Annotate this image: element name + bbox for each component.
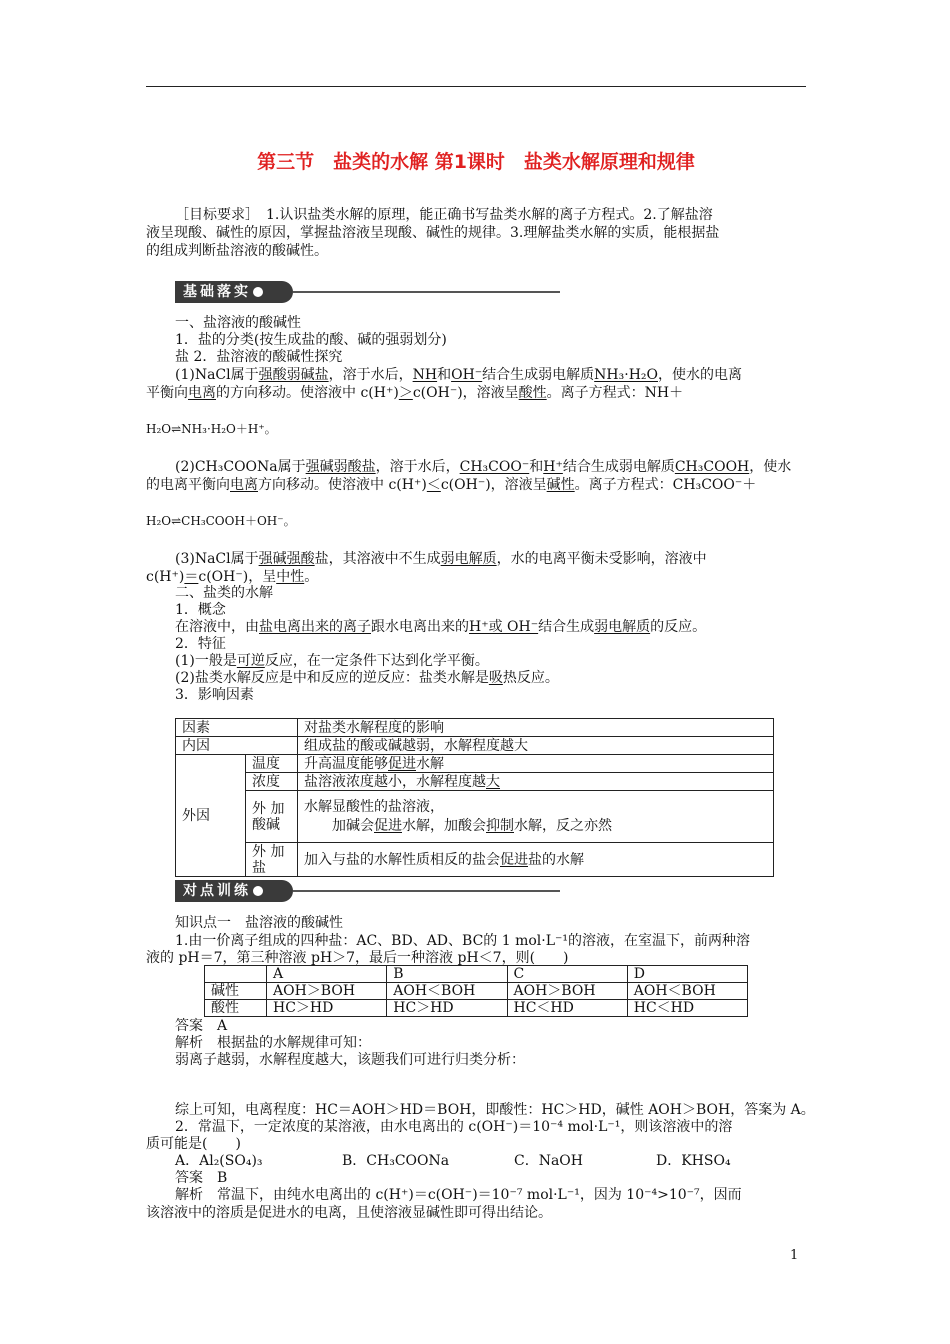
explanation-2-line-2: 该溶液中的溶质是促进水的电离，且使溶液显碱性即可得出结论。 (146, 1205, 552, 1221)
para-neutral-line-2: c(H⁺)＝c(OH⁻)，呈中性。 (146, 569, 319, 585)
para-nacl-line-2: 平衡向电离的方向移动。使溶液中 c(H⁺)＞c(OH⁻)，溶液呈酸性。离子方程式：NH＋ (146, 385, 684, 401)
answer-1: 答案 A (175, 1018, 228, 1034)
row-internal: 内因 (176, 737, 298, 755)
table-row (205, 983, 748, 1000)
item-salt-exploration: 盐 2．盐溶液的酸碱性探究 (175, 349, 343, 365)
table-cell: AOH＞BOH (267, 983, 387, 1000)
section-label-practice: 对点训练 (183, 883, 251, 899)
table-header-effect: 对盐类水解程度的影响 (298, 719, 774, 737)
para-acetate-line-2: 的电离平衡向电离方向移动。使溶液中 c(H⁺)＜c(OH⁻)，溶液呈碱性。离子方程式：CH₃COO⁻＋ (146, 477, 757, 493)
table-header-factor: 因素 (176, 719, 298, 737)
header-rule (146, 86, 806, 87)
table-row (205, 966, 748, 983)
bullet-dot-icon (253, 287, 263, 297)
table-header-b: B (387, 966, 507, 983)
question-2-option-a: A．Al₂(SO₄)₃ (175, 1153, 263, 1169)
section-header-practice (175, 880, 560, 902)
factor-concentration: 浓度 (246, 773, 298, 791)
heading-salt-acidity: 一、盐溶液的酸碱性 (175, 315, 301, 331)
question-2-option-c: C．NaOH (514, 1153, 583, 1169)
question-2-line-2: 质可能是( ) (146, 1136, 241, 1152)
row-label-basicity: 碱性 (205, 983, 267, 1000)
concept-text: 在溶液中，由盐电离出来的离子跟水电离出来的H⁺或 OH⁻结合生成弱电解质的反应。 (175, 619, 707, 635)
table-cell: HC＜HD (627, 1000, 747, 1017)
page-title: 第三节 盐类的水解 第1课时 盐类水解原理和规律 (257, 151, 695, 173)
objectives-line-3: 的组成判断盐溶液的酸碱性。 (146, 243, 328, 259)
question-2-option-d: D．KHSO₄ (656, 1153, 731, 1169)
explanation-1-conclusion: 综上可知，电离程度：HC＝AOH＞HD＝BOH，即酸性：HC＞HD，碱性 AOH＞BOH，答案为 A。 (175, 1102, 815, 1118)
acid-base-effect: 水解显酸性的盐溶液， 加碱会促进水解，加酸会抑制水解，反之亦然 (298, 791, 774, 843)
question-2-option-b: B．CH₃COONa (342, 1153, 450, 1169)
table-header-d: D (627, 966, 747, 983)
section-rule (293, 890, 560, 892)
page-number: 1 (790, 1248, 799, 1263)
answer-2: 答案 B (175, 1170, 228, 1186)
table-cell: HC＞HD (387, 1000, 507, 1017)
table-row (176, 719, 774, 737)
factors-table (175, 718, 774, 877)
explanation-1-line-2: 弱离子越弱，水解程度越大，该题我们可进行归类分析： (175, 1052, 525, 1068)
factor-salt: 外 加 盐 (246, 843, 298, 877)
table-row (176, 843, 774, 877)
temperature-effect: 升高温度能够促进水解 (298, 755, 774, 773)
internal-effect: 组成盐的酸或碱越弱，水解程度越大 (298, 737, 774, 755)
table-cell: HC＞HD (267, 1000, 387, 1017)
factor-temperature: 温度 (246, 755, 298, 773)
table-row (176, 755, 774, 773)
section-rule (293, 291, 560, 293)
para-acetate-line-1: (2)CH₃COONa属于强碱弱酸盐，溶于水后，CH₃COO⁻和H⁺结合生成弱电解质CH₃COOH，使水 (175, 459, 792, 475)
feature-endothermic: (2)盐类水解反应是中和反应的逆反应：盐类水解是吸热反应。 (175, 670, 559, 686)
table-cell: AOH＞BOH (507, 983, 627, 1000)
row-label-acidity: 酸性 (205, 1000, 267, 1017)
table-cell: AOH＜BOH (627, 983, 747, 1000)
concentration-effect: 盐溶液浓度越小，水解程度越大 (298, 773, 774, 791)
section-header-basics (175, 281, 560, 303)
objectives-line-1: ［目标要求］ 1.认识盐类水解的原理，能正确书写盐类水解的离子方程式。2.了解盐溶 (175, 207, 713, 223)
para-neutral-line-1: (3)NaCl属于强碱强酸盐，其溶液中不生成弱电解质，水的电离平衡未受影响，溶液中 (175, 551, 707, 567)
para-nacl-line-1: (1)NaCl属于强酸弱碱盐，溶于水后，NH和OH⁻结合生成弱电解质NH₃·H₂O，使水的电离 (175, 367, 742, 383)
bullet-dot-icon (253, 886, 263, 896)
feature-reversible: (1)一般是可逆反应，在一定条件下达到化学平衡。 (175, 653, 489, 669)
table-header-empty (205, 966, 267, 983)
row-external: 外因 (176, 755, 246, 877)
explanation-2-line-1: 解析 常温下，由纯水电离出的 c(H⁺)＝c(OH⁻)＝10⁻⁷ mol·L⁻¹，因为 10⁻⁴>10⁻⁷，因而 (175, 1187, 742, 1203)
heading-salt-hydrolysis: 二、盐类的水解 (175, 585, 273, 601)
table-row (176, 791, 774, 843)
heading-concept: 1．概念 (175, 602, 226, 618)
objectives-line-2: 液呈现酸、碱性的原因，掌握盐溶液呈现酸、碱性的规律。3.理解盐类水解的实质，能根据盐 (146, 225, 720, 241)
table-header-c: C (507, 966, 627, 983)
question-1-line-2: 液的 pH＝7，第三种溶液 pH＞7，最后一种溶液 pH＜7，则( ) (146, 950, 569, 966)
question-1-line-1: 1.由一价离子组成的四种盐：AC、BD、AD、BC的 1 mol·L⁻¹的溶液，在室温下，前两种溶 (175, 933, 751, 949)
table-row (176, 773, 774, 791)
explanation-1-line-1: 解析 根据盐的水解规律可知： (175, 1035, 371, 1051)
factor-acid-base: 外 加 酸碱 (246, 791, 298, 843)
equation-ammonium: H₂O⇌NH₃·H₂O＋H⁺。 (146, 422, 277, 436)
question-1-table (204, 965, 748, 1017)
heading-factors: 3．影响因素 (175, 687, 254, 703)
table-row (205, 1000, 748, 1017)
item-salt-classification: 1．盐的分类(按生成盐的酸、碱的强弱划分) (175, 332, 447, 348)
heading-features: 2．特征 (175, 636, 226, 652)
table-cell: AOH＜BOH (387, 983, 507, 1000)
table-header-a: A (267, 966, 387, 983)
section-label-basics: 基础落实 (183, 284, 251, 300)
knowledge-point-1: 知识点一 盐溶液的酸碱性 (175, 915, 343, 931)
equation-acetate: H₂O⇌CH₃COOH＋OH⁻。 (146, 514, 296, 528)
table-cell: HC＜HD (507, 1000, 627, 1017)
salt-effect: 加入与盐的水解性质相反的盐会促进盐的水解 (298, 843, 774, 877)
question-2-line-1: 2．常温下，一定浓度的某溶液，由水电离出的 c(OH⁻)＝10⁻⁴ mol·L⁻¹，则该溶液中的溶 (175, 1119, 733, 1135)
table-row (176, 737, 774, 755)
